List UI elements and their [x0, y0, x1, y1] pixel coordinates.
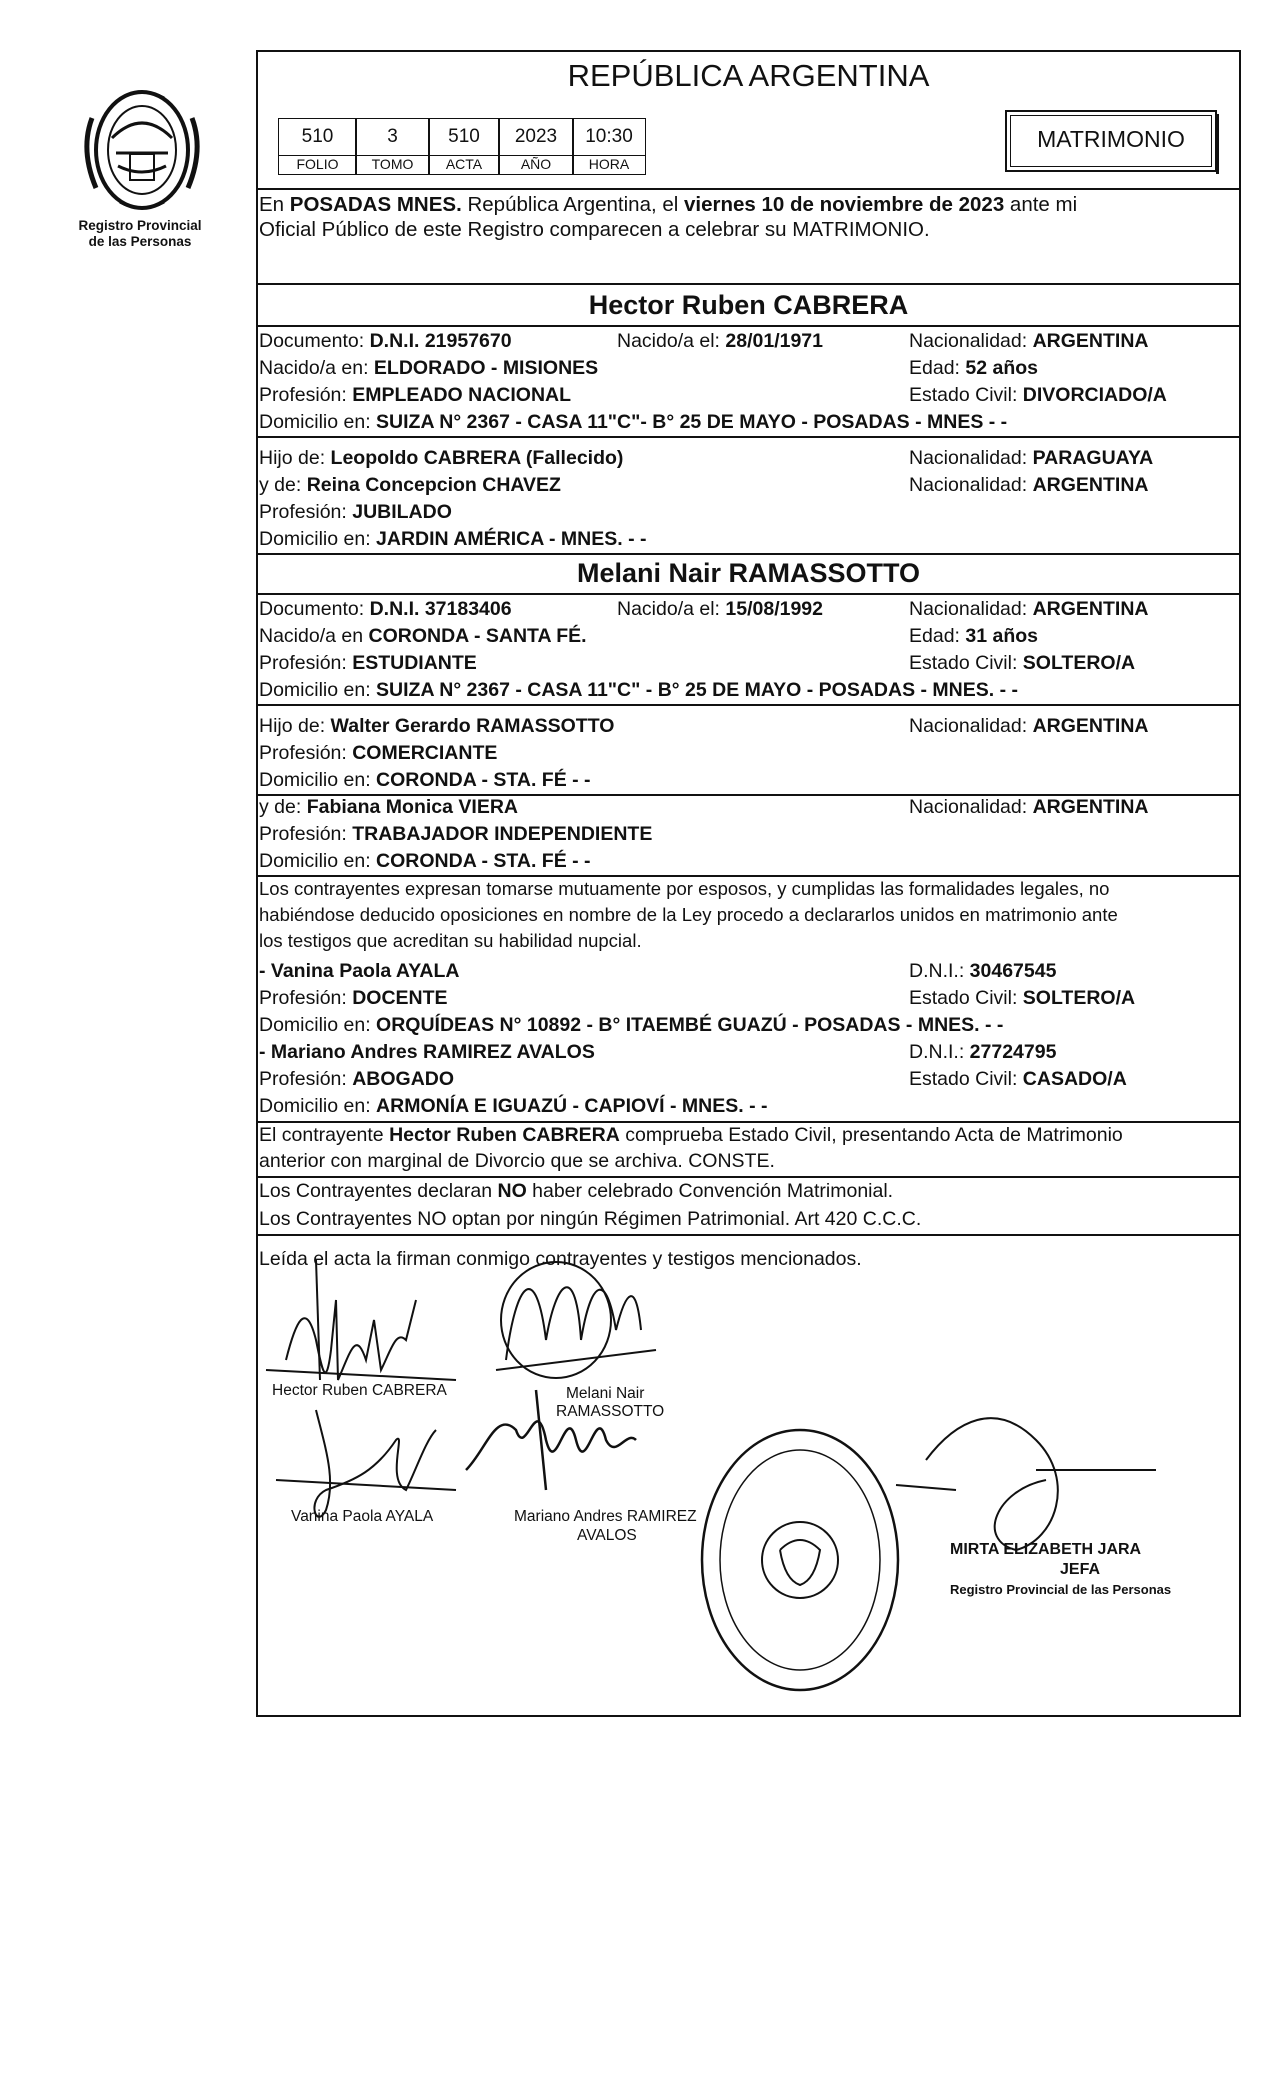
groom-mother: y de: Reina Concepcion CHAVEZ [259, 474, 561, 496]
logo-caption [60, 218, 220, 250]
officer-role: JEFA [1060, 1561, 1101, 1578]
bride-profession: Profesión: ESTUDIANTE [259, 652, 477, 674]
bride-father-nationality: Nacionalidad: ARGENTINA [909, 715, 1149, 737]
groom-birthdate: Nacido/a el: 28/01/1971 [617, 330, 824, 352]
header-shadow [1216, 114, 1219, 174]
rule-bride-end [256, 875, 1241, 877]
rule-header [256, 188, 1241, 190]
folio-value: 510 [278, 118, 357, 156]
intro-l1-c: ante mi [1004, 193, 1078, 216]
groom-nationality: Nacionalidad: ARGENTINA [909, 330, 1149, 352]
rule-groom-end [256, 553, 1241, 555]
groom-name-title: Hector Ruben CABRERA [588, 290, 909, 320]
groom-parent-profession: Profesión: JUBILADO [259, 501, 452, 523]
bride-document: Documento: D.N.I. 37183406 [259, 598, 512, 620]
groom-birthplace: Nacido/a en: ELDORADO - MISIONES [259, 357, 599, 379]
officer-stamp [950, 1540, 1171, 1600]
intro-date: viernes 10 de noviembre de 2023 [684, 193, 1005, 216]
witness1-civil-status: Estado Civil: SOLTERO/A [909, 987, 1136, 1009]
tomo-label: TOMO [355, 155, 430, 175]
officer-org: Registro Provincial de las Personas [950, 1582, 1172, 1597]
witness1-dni: D.N.I.: 30467545 [909, 960, 1057, 982]
note-line2: anterior con marginal de Divorcio que se archiva. CONSTE. [259, 1150, 775, 1172]
bride-father-address: Domicilio en: CORONDA - STA. FÉ - - [259, 769, 591, 791]
note-line1: El contrayente Hector Ruben CABRERA comprueba Estado Civil, presentando Acta de Matrimonio [259, 1124, 1123, 1146]
anio-label: AÑO [498, 155, 574, 175]
witness2-address: Domicilio en: ARMONÍA E IGUAZÚ - CAPIOVÍ - MNES. - - [259, 1095, 768, 1117]
witness1-address: Domicilio en: ORQUÍDEAS N° 10892 - B° ITAEMBÉ GUAZÚ - POSADAS - MNES. - - [259, 1014, 1004, 1036]
bride-mother-profession: Profesión: TRABAJADOR INDEPENDIENTE [259, 823, 653, 845]
groom-profession: Profesión: EMPLEADO NACIONAL [259, 384, 572, 406]
bride-mother: y de: Fabiana Monica VIERA [259, 796, 518, 818]
intro-l1-a: En [259, 193, 290, 216]
intro-line1 [259, 194, 1077, 216]
intro-l1-b: República Argentina, el [461, 193, 685, 216]
groom-civil-status: Estado Civil: DIVORCIADO/A [909, 384, 1167, 406]
rule-note-end [256, 1176, 1241, 1178]
groom-address: Domicilio en: SUIZA N° 2367 - CASA 11"C"- B° 25 DE MAYO - POSADAS - MNES - - [259, 411, 1008, 433]
declaration-line1: Los contrayentes expresan tomarse mutuamente por esposos, y cumplidas las formalidades legales, no [259, 878, 1110, 899]
witness2-name: - Mariano Andres RAMIREZ AVALOS [259, 1041, 595, 1063]
rule-bride-title [256, 593, 1241, 595]
bride-father: Hijo de: Walter Gerardo RAMASSOTTO [259, 715, 615, 737]
groom-signature-icon [266, 1260, 456, 1380]
acta-value: 510 [428, 118, 500, 156]
officer-signature-icon [896, 1418, 1156, 1550]
sig-label-bride-l2: RAMASSOTTO [556, 1403, 665, 1420]
registry-stamp-icon [695, 1420, 905, 1700]
anio-value: 2023 [498, 118, 574, 156]
logo-caption-line2: de las Personas [88, 234, 192, 249]
country-title: REPÚBLICA ARGENTINA [567, 58, 930, 93]
intro-place: POSADAS MNES. [289, 193, 462, 216]
logo-caption-line1: Registro Provincial [78, 218, 202, 233]
groom-document: Documento: D.N.I. 21957670 [259, 330, 512, 352]
bride-age: Edad: 31 años [909, 625, 1039, 647]
regime-line2: Los Contrayentes NO optan por ningún Régimen Patrimonial. Art 420 C.C.C. [259, 1208, 922, 1230]
bride-address: Domicilio en: SUIZA N° 2367 - CASA 11"C" - B° 25 DE MAYO - POSADAS - MNES. - - [259, 679, 1019, 701]
officer-name: MIRTA ELIZABETH JARA [950, 1541, 1142, 1558]
closing-text: Leída el acta la firman conmigo contrayentes y testigos mencionados. [259, 1248, 862, 1270]
declaration-line3: los testigos que acreditan su habilidad nupcial. [259, 930, 642, 951]
witness1-name: - Vanina Paola AYALA [259, 960, 460, 982]
rule-witnesses-end [256, 1121, 1241, 1123]
bride-civil-status: Estado Civil: SOLTERO/A [909, 652, 1136, 674]
groom-mother-nationality: Nacionalidad: ARGENTINA [909, 474, 1149, 496]
bride-mother-nationality: Nacionalidad: ARGENTINA [909, 796, 1149, 818]
groom-parent-address: Domicilio en: JARDIN AMÉRICA - MNES. - - [259, 528, 647, 550]
tomo-value: 3 [355, 118, 430, 156]
rule-intro [256, 283, 1241, 285]
rule-bride-address [256, 704, 1241, 706]
sig-label-witness2-l1: Mariano Andres RAMIREZ [514, 1508, 697, 1525]
folio-label: FOLIO [278, 155, 357, 175]
provincial-seal-icon [72, 78, 212, 218]
bride-birthplace: Nacido/a en CORONDA - SANTA FÉ. [259, 625, 587, 647]
declaration-line2: habiéndose deducido oposiciones en nombre de la Ley procedo a declararlos unidos en matrimonio ante [259, 904, 1118, 925]
bride-name-title: Melani Nair RAMASSOTTO [576, 558, 921, 588]
intro-line2: Oficial Público de este Registro comparecen a celebrar su MATRIMONIO. [259, 218, 930, 241]
rule-regime-end [256, 1234, 1241, 1236]
witness2-dni: D.N.I.: 27724795 [909, 1041, 1057, 1063]
registry-logo [72, 78, 212, 218]
hora-label: HORA [572, 155, 646, 175]
witness1-signature-icon [276, 1410, 456, 1517]
rule-groom-title [256, 325, 1241, 327]
witness1-profession: Profesión: DOCENTE [259, 987, 448, 1009]
hora-value: 10:30 [572, 118, 646, 156]
bride-signature-icon [496, 1262, 656, 1378]
bride-mother-address: Domicilio en: CORONDA - STA. FÉ - - [259, 850, 591, 872]
sig-label-witness1: Vanina Paola AYALA [291, 1508, 434, 1525]
witness2-profession: Profesión: ABOGADO [259, 1068, 455, 1090]
witness2-civil-status: Estado Civil: CASADO/A [909, 1068, 1127, 1090]
bride-nationality: Nacionalidad: ARGENTINA [909, 598, 1149, 620]
groom-father: Hijo de: Leopoldo CABRERA (Fallecido) [259, 447, 624, 469]
acta-label: ACTA [428, 155, 500, 175]
sig-label-groom: Hector Ruben CABRERA [272, 1382, 447, 1399]
rule-groom-address [256, 436, 1241, 438]
groom-father-nationality: Nacionalidad: PARAGUAYA [909, 447, 1154, 469]
sig-label-witness2-l2: AVALOS [577, 1527, 637, 1544]
bride-birthdate: Nacido/a el: 15/08/1992 [617, 598, 824, 620]
act-type-label: MATRIMONIO [1037, 126, 1185, 152]
sig-label-bride-l1: Melani Nair [566, 1385, 645, 1402]
groom-age: Edad: 52 años [909, 357, 1039, 379]
act-type-box [1005, 110, 1217, 172]
bride-father-profession: Profesión: COMERCIANTE [259, 742, 498, 764]
regime-line1: Los Contrayentes declaran NO haber celebrado Convención Matrimonial. [259, 1180, 894, 1202]
